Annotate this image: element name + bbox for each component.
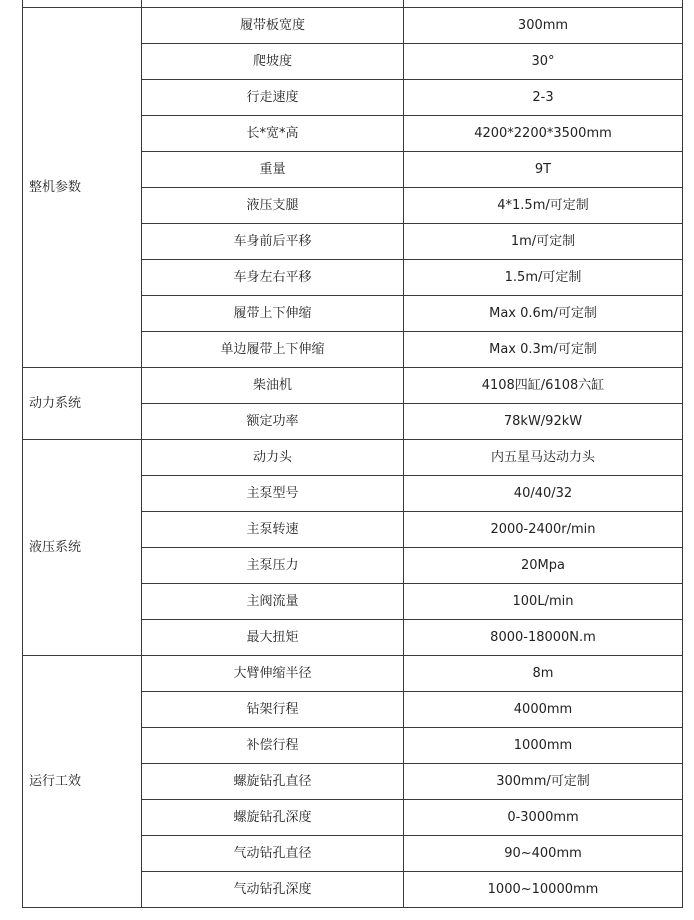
table-row — [23, 656, 683, 692]
category-cell: 液压系统 — [23, 440, 142, 656]
table-row — [23, 440, 683, 476]
parameter-value-cell: Max 0.3m/可定制 — [404, 332, 683, 368]
parameter-value-cell: 8m — [404, 656, 683, 692]
parameter-value-cell: 1m/可定制 — [404, 224, 683, 260]
parameter-name-cell: 柴油机 — [142, 368, 404, 404]
parameter-value-cell: 300mm/可定制 — [404, 764, 683, 800]
parameter-value-cell: Max 0.6m/可定制 — [404, 296, 683, 332]
parameter-value-cell: 4200*2200*3500mm — [404, 116, 683, 152]
parameter-name-cell: 长*宽*高 — [142, 116, 404, 152]
parameter-name-cell: 车身前后平移 — [142, 224, 404, 260]
parameter-name-cell: 主泵转速 — [142, 512, 404, 548]
parameter-name-cell: 液压支腿 — [142, 188, 404, 224]
parameter-name-cell: 重量 — [142, 152, 404, 188]
parameter-value-cell: 100L/min — [404, 584, 683, 620]
parameter-name-cell: 气动钻孔直径 — [142, 836, 404, 872]
parameter-name-cell: 补偿行程 — [142, 728, 404, 764]
parameter-name-cell: 爬坡度 — [142, 44, 404, 80]
parameter-value-cell: 300mm — [404, 8, 683, 44]
table-top-strip — [23, 0, 683, 8]
parameter-value-cell: 78kW/92kW — [404, 404, 683, 440]
parameter-value-cell: 2000-2400r/min — [404, 512, 683, 548]
parameter-value-cell: 9T — [404, 152, 683, 188]
parameter-value-cell: 2-3 — [404, 80, 683, 116]
category-cell: 动力系统 — [23, 368, 142, 440]
parameter-value-cell: 1000mm — [404, 728, 683, 764]
parameter-name-cell: 额定功率 — [142, 404, 404, 440]
parameter-name-cell: 大臂伸缩半径 — [142, 656, 404, 692]
category-cell: 整机参数 — [23, 8, 142, 368]
top-strip-cell — [404, 0, 683, 8]
category-cell: 运行工效 — [23, 656, 142, 908]
top-strip-cell — [23, 0, 142, 8]
parameter-value-cell: 4108四缸/6108六缸 — [404, 368, 683, 404]
parameter-name-cell: 最大扭矩 — [142, 620, 404, 656]
parameter-name-cell: 主泵型号 — [142, 476, 404, 512]
parameter-value-cell: 40/40/32 — [404, 476, 683, 512]
parameter-name-cell: 螺旋钻孔直径 — [142, 764, 404, 800]
parameter-value-cell: 内五星马达动力头 — [404, 440, 683, 476]
parameter-name-cell: 气动钻孔深度 — [142, 872, 404, 908]
parameter-name-cell: 主阀流量 — [142, 584, 404, 620]
parameter-value-cell: 1.5m/可定制 — [404, 260, 683, 296]
parameter-name-cell: 履带上下伸缩 — [142, 296, 404, 332]
parameter-value-cell: 20Mpa — [404, 548, 683, 584]
parameter-value-cell: 0-3000mm — [404, 800, 683, 836]
spec-sheet — [22, 0, 682, 908]
parameter-value-cell: 30° — [404, 44, 683, 80]
parameter-name-cell: 履带板宽度 — [142, 8, 404, 44]
parameter-value-cell: 1000~10000mm — [404, 872, 683, 908]
parameter-name-cell: 动力头 — [142, 440, 404, 476]
parameter-name-cell: 行走速度 — [142, 80, 404, 116]
parameter-value-cell: 90~400mm — [404, 836, 683, 872]
parameter-value-cell: 8000-18000N.m — [404, 620, 683, 656]
spec-table — [22, 0, 683, 908]
parameter-name-cell: 螺旋钻孔深度 — [142, 800, 404, 836]
top-strip-cell — [142, 0, 404, 8]
parameter-name-cell: 主泵压力 — [142, 548, 404, 584]
parameter-value-cell: 4*1.5m/可定制 — [404, 188, 683, 224]
parameter-name-cell: 钻架行程 — [142, 692, 404, 728]
parameter-name-cell: 单边履带上下伸缩 — [142, 332, 404, 368]
table-row — [23, 8, 683, 44]
parameter-value-cell: 4000mm — [404, 692, 683, 728]
parameter-name-cell: 车身左右平移 — [142, 260, 404, 296]
spec-table-body — [23, 0, 683, 908]
table-row — [23, 368, 683, 404]
